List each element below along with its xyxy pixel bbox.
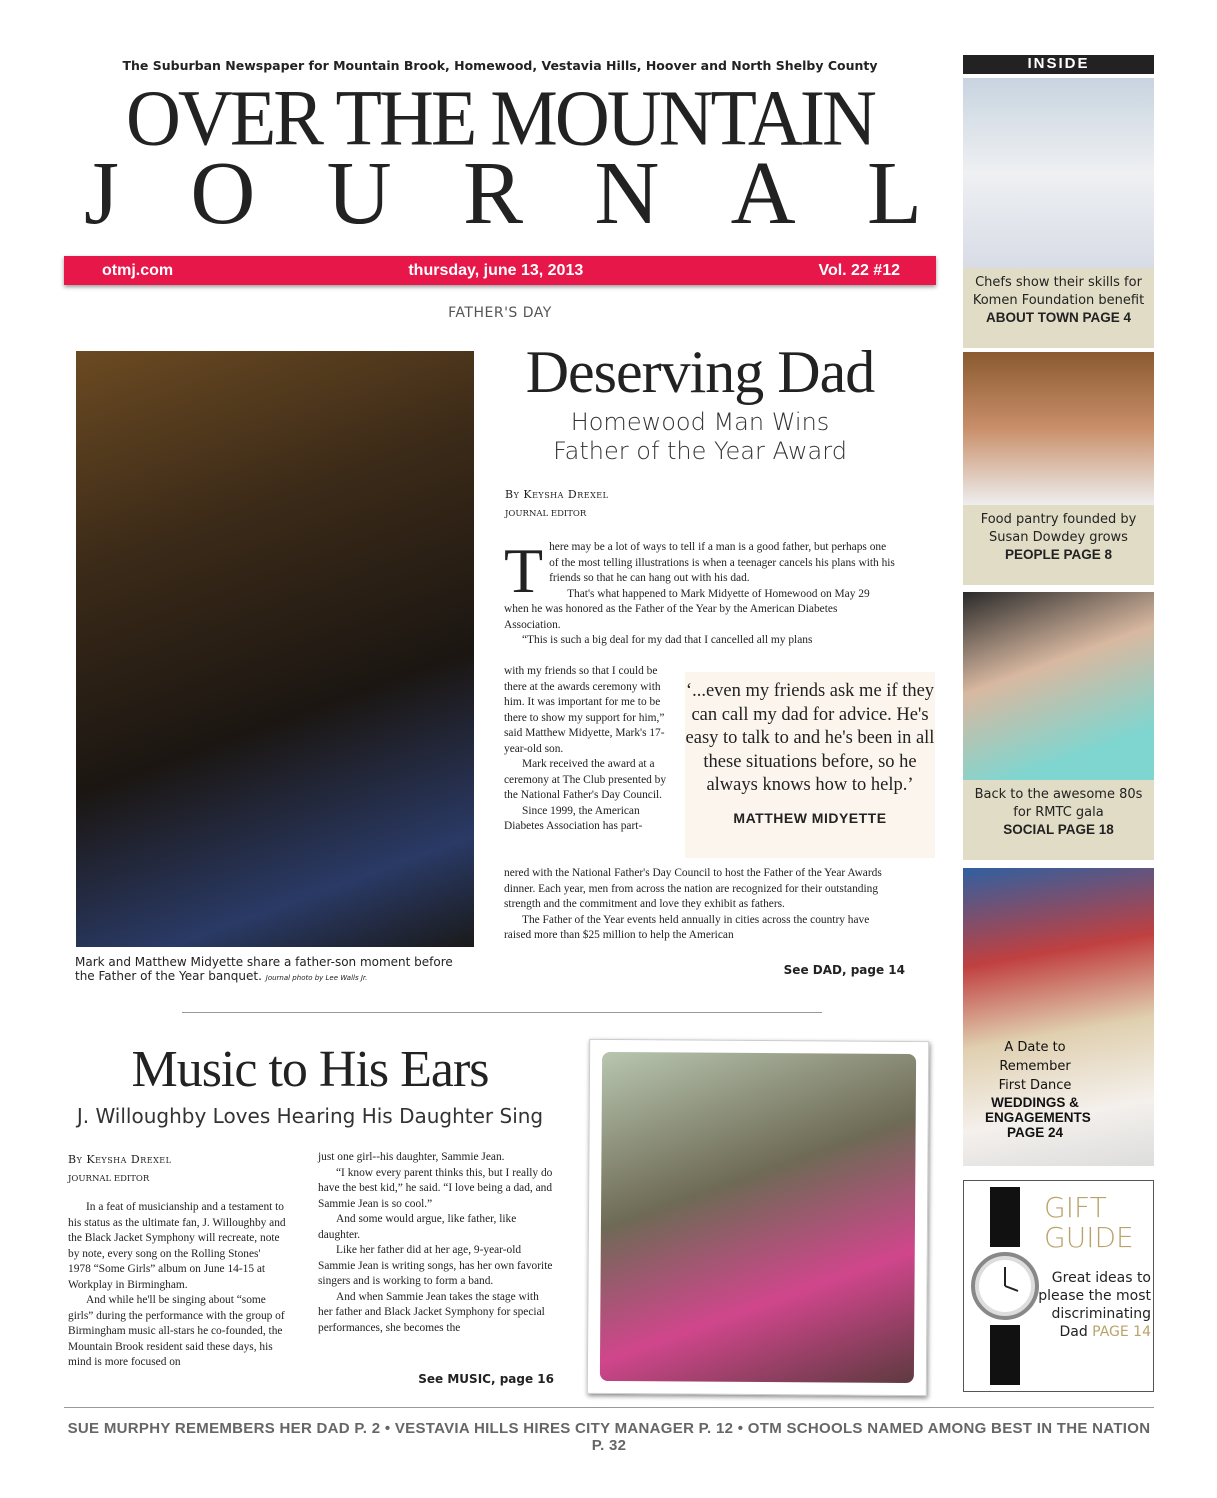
paragraph: nered with the National Father's Day Council to host the Father of the Year Awards dinner. Each year, men from across the nation are recognized for their outstanding strength and the commitment and love they exhibit as fathers. [504, 867, 882, 910]
teaser-text: Remember [999, 1059, 1071, 1074]
jump-link-dad[interactable]: See DAD, page 14 [783, 963, 905, 977]
paragraph: here may be a lot of ways to tell if a man is a good father, but perhaps one of the most telling illustrations is when a teenager cancels his plans with his friends so that he can hang out with his dad. [549, 541, 895, 584]
wedding-teaser [985, 1038, 1091, 1140]
teaser-text: Back to the awesome 80s [974, 787, 1143, 802]
sidebar-teaser-chefs[interactable] [963, 268, 1154, 348]
masthead-letter: J [84, 144, 120, 243]
teaser-text: Susan Dowdey grows [989, 530, 1128, 545]
paragraph: “This is such a big deal for my dad that I cancelled all my plans [522, 634, 813, 646]
pull-quote [685, 672, 935, 858]
byline: By Keysha Drexel [505, 488, 609, 501]
photo-caption [75, 955, 475, 985]
teaser-text: First Dance [998, 1078, 1072, 1093]
music-headline: Music to His Ears [131, 1041, 489, 1098]
pull-quote-text: ‘...even my friends ask me if they can call my dad for advice. He's easy to talk to and he's been in all these situations before, so he always knows how to help.’ [685, 681, 935, 795]
paragraph: That's what happened to Mark Midyette of Homewood on May 29 when he was honored as the Father of the Year by the American Diabetes Association. [504, 587, 870, 631]
lead-article-top [504, 535, 896, 649]
gala-photo[interactable] [963, 592, 1154, 780]
divider [182, 1012, 822, 1013]
byline-title: JOURNAL EDITOR [68, 1174, 150, 1184]
jump-link-music[interactable]: See MUSIC, page 16 [418, 1372, 554, 1386]
teaser-text: A Date to [1004, 1040, 1066, 1055]
lead-subhead: Homewood Man Wins [570, 408, 830, 436]
paragraph: “I know every parent thinks this, but I really do have the best kid,” he said. “I love being a dad, and Sammie Jean is so cool.” [318, 1166, 553, 1210]
volume-number: Vol. 22 #12 [818, 261, 900, 279]
paragraph: Mark received the award at a ceremony at The Club presented by the National Father's Day Council. [504, 758, 667, 801]
tagline: The Suburban Newspaper for Mountain Brook, Homewood, Vestavia Hills, Hoover and North Shelby County [122, 58, 878, 73]
chefs-photo[interactable] [963, 78, 1154, 268]
masthead-title: OVER THE MOUNTAIN [126, 73, 874, 163]
food-pantry-photo[interactable] [963, 352, 1154, 505]
wedding-photo[interactable] [963, 868, 1154, 1166]
paragraph: And when Sammie Jean takes the stage with her father and Black Jacket Symphony for special performances, she becomes the [318, 1290, 545, 1334]
masthead-letter: L [866, 144, 922, 243]
photo-credit: Journal photo by Lee Walls Jr. [265, 974, 368, 982]
teaser-text: Chefs show their skills for [975, 275, 1142, 290]
teaser-page: ENGAGEMENTS [985, 1110, 1091, 1125]
paragraph: The Father of the Year events held annually in cities across the country have raised more than $25 million to help the American [504, 913, 870, 941]
lead-subhead-2: Father of the Year Award [553, 437, 847, 465]
caption-text: Mark and Matthew Midyette share a father-son moment before the Father of the Year banquet. [75, 955, 453, 983]
lead-article-narrow [504, 664, 680, 835]
gift-page: PAGE 14 [1092, 1324, 1151, 1340]
paragraph: Like her father did at her age, 9-year-old Sammie Jean is writing songs, has her own favorite singers and is working to form a band. [318, 1244, 553, 1287]
teaser-text: for RMTC gala [1013, 805, 1104, 820]
paragraph: just one girl--his daughter, Sammie Jean. [318, 1151, 505, 1163]
sidebar-teaser-pantry[interactable] [963, 505, 1154, 585]
lead-headline: Deserving Dad [525, 339, 875, 405]
paragraph: And while he'll be singing about “some girls” during the performance with the group of Birmingham music all-stars he co-founded, the Mountain Brook resident said these days, his mind is more focused on [68, 1294, 285, 1368]
paragraph: And some would argue, like father, like daughter. [318, 1213, 517, 1241]
section-label: FATHER'S DAY [448, 305, 552, 321]
music-photo [587, 1039, 929, 1396]
music-column-2 [318, 1150, 556, 1336]
lead-photo [76, 351, 474, 947]
teaser-page: WEDDINGS & [991, 1095, 1079, 1110]
gift-title: GIFT [1044, 1191, 1107, 1224]
byline: By Keysha Drexel [68, 1153, 172, 1166]
masthead-letter: R [462, 144, 523, 243]
teaser-text: Food pantry founded by [980, 512, 1137, 527]
teaser-page: PEOPLE PAGE 8 [1004, 547, 1113, 562]
masthead-letter: A [730, 144, 796, 243]
divider [64, 1407, 1154, 1408]
gift-guide-ad[interactable] [963, 1180, 1154, 1392]
teaser-page: ABOUT TOWN PAGE 4 [985, 310, 1131, 325]
teaser-text: Komen Foundation benefit [972, 293, 1145, 308]
masthead-journal [78, 144, 928, 243]
masthead-letter: O [190, 144, 256, 243]
music-subhead: J. Willoughby Loves Hearing His Daughter Sing [76, 1104, 544, 1128]
gift-title: GUIDE [1044, 1221, 1134, 1254]
date-band [64, 256, 936, 285]
masthead-letter: U [326, 144, 392, 243]
website-link[interactable]: otmj.com [102, 261, 174, 279]
gift-text: Great ideas to please the most discriminating Dad [1038, 1270, 1151, 1340]
watch-icon [970, 1187, 1040, 1385]
inside-header: INSIDE [963, 55, 1154, 74]
teaser-page: SOCIAL PAGE 18 [1003, 822, 1114, 837]
masthead-letter: N [594, 144, 660, 243]
paragraph: In a feat of musicianship and a testament to his status as the ultimate fan, J. Willoughby and the Black Jacket Symphony will recreate, note by note, every song on the Rolling Stones' 1978 “Some Girls” album on June 14-15 at Workplay in Birmingham. [68, 1201, 286, 1291]
teaser-page: PAGE 24 [1006, 1125, 1064, 1140]
drop-cap: T [504, 535, 544, 606]
issue-date: thursday, june 13, 2013 [408, 261, 584, 279]
sidebar-teaser-gala[interactable] [963, 780, 1154, 860]
paragraph: with my friends so that I could be there at the awards ceremony with him. It was important for me to be there to show my support for him,” said Matthew Midyette, Mark's 17-year-old son. [504, 665, 665, 755]
byline-title: JOURNAL EDITOR [505, 509, 587, 519]
paragraph: Since 1999, the American Diabetes Association has part- [504, 804, 643, 832]
lead-article-bottom [504, 866, 890, 944]
music-column-1 [68, 1200, 286, 1371]
footer-teasers: SUE MURPHY REMEMBERS HER DAD P. 2 • VESTAVIA HILLS HIRES CITY MANAGER P. 12 • OTM SCHOOLS NAMED AMONG BEST IN THE NATION P. 32 [67, 1420, 1151, 1454]
pull-quote-attribution: MATTHEW MIDYETTE [733, 809, 887, 826]
